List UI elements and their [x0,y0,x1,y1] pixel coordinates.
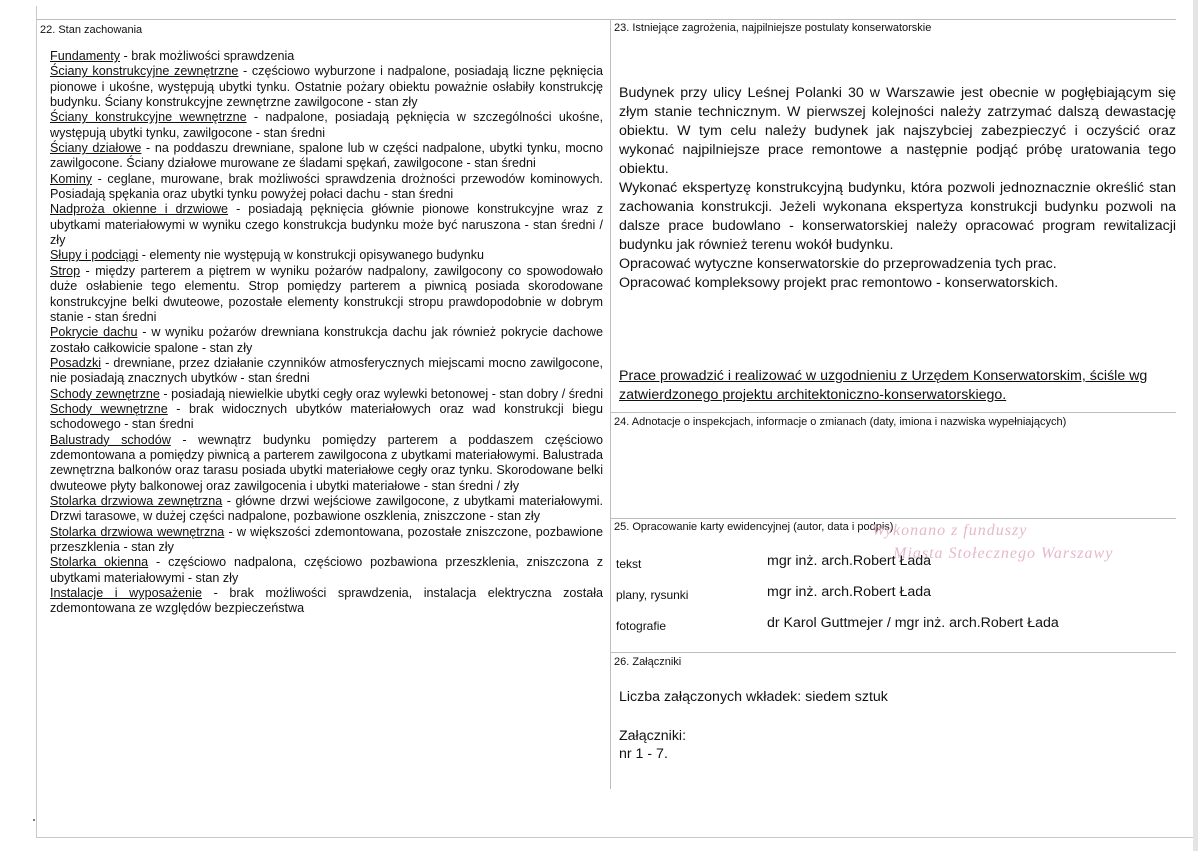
column-divider [610,19,611,789]
item-text: - w wyniku pożarów drewniana konstrukcja dachu jak również pokrycie dachowe zostało całkowicie spalone - stan zły [50,325,603,355]
sec22-item [50,433,603,494]
item-key: Balustrady schodów [50,432,171,447]
sec22-list [50,49,603,617]
row-label-photos: fotografie [616,619,667,633]
sec22-item [50,494,603,525]
sec22-item [50,110,603,141]
sec22-item [50,356,603,387]
item-key: Schody zewnętrzne [50,386,160,401]
sec25-title: 25. Opracowanie karty ewidencyjnej (autor, data i podpis) [614,521,894,533]
item-key: Nadproża okienne i drzwiowe [50,202,229,217]
sec22-item [50,141,603,172]
attachment-count: Liczba załączonych wkładek: siedem sztuk [619,689,888,705]
item-key: Kominy [50,171,92,186]
row-label-drawings: plany, rysunki [616,588,689,602]
divider-sec26 [610,652,1176,653]
sec22-item [50,64,603,110]
item-key: Stolarka okienna [50,555,149,570]
sec23-final-note [619,367,1159,405]
item-text: - drewniane, przez działanie czynników atmosferycznych miejscami mocno zawilgocone, nie posiadają znacznych ubytków - stan średni [50,355,603,386]
sec23-paragraph: Opracować kompleksowy projekt prac remontowo - konserwatorskich. [619,275,1059,291]
sec23-title: 23. Istniejące zagrożenia, najpilniejsze postulaty konserwatorskie [614,22,932,34]
sec22-item [50,172,603,203]
stamp-line-2: Miasta Stołecznego Warszawy [893,545,1114,562]
item-text: - częściowo wyburzone i nadpalone, posiadają liczne pęknięcia pionowe i ukośne, występują ubytki tynku. Ostatnie pożary obiektu poważnie osłabiły konstrukcję budynku. Ściany konstrukcyjne zewnętrzne zawilgocone - stan zły [50,64,603,110]
sec23-paragraph: Budynek przy ulicy Leśnej Polanki 30 w Warszawie jest obecnie w pogłębiającym się złym stanie technicznym. W pierwszej kolejności należy zatrzymać dalszą dewastację obiektu. W tym celu należy budynek jak najszybciej zabezpieczyć i oczyścić oraz wykonać najpilniejsze prace remontowe a następnie podjąć próbę uratowania tego obiektu. [619,85,1176,177]
sec22-item [50,202,603,248]
sec22-item [50,387,603,402]
scan-edge [1193,0,1198,851]
divider-top-left [36,19,610,20]
item-text: - na poddaszu drewniane, spalone lub w części nadpalone, ubytki tynku, mocno zawilgocone. Ściany działowe murowane ze śladami spękań, zawilgocone - stan średni [50,141,603,171]
row-value-drawings: mgr inż. arch.Robert Łada [767,584,932,600]
sec22-title: 22. Stan zachowania [40,24,143,36]
item-key: Schody wewnętrzne [50,401,168,416]
attachment-range: nr 1 - 7. [619,746,668,762]
item-text: - elementy nie występują w konstrukcji opisywanego budynku [138,248,485,263]
item-text: - między parterem a piętrem w wyniku pożarów nadpalony, zawilgocony co spowodowało duże osłabienie tego elementu. Strop pomiędzy parterem a piwnicą posiada skorodowane konstrukcyjne belki dwuteowe, pozostałe elementy konstrukcji stropu prawdopodobnie w dobrym stanie - stan średni [50,263,603,324]
item-key: Pokrycie dachu [50,325,138,340]
sec23-paragraph: Opracować wytyczne konserwatorskie do przeprowadzenia tych prac. [619,256,1057,272]
item-key: Strop [50,263,81,278]
item-key: Instalacje i wyposażenie [50,586,202,601]
item-key: Stolarka drzwiowa wewnętrzna [50,524,225,539]
item-text: - ceglane, murowane, brak możliwości sprawdzenia drożności przewodów kominowych. Posiadają spękania oraz ubytki tynku powyżej połaci dachu - stan średni [50,171,603,202]
sec22-item [50,49,603,64]
sec23-paragraph: Wykonać ekspertyzę konstrukcyjną budynku, która pozwoli jednoznacznie określić stan zachowania konstrukcji. Jeżeli wykonana ekspertyza konstrukcji budynku pozwoli na dalsze prace budowlano - konserwatorskiej należy opracować program rewitalizacji budynku jak również terenu wokół budynku. [619,180,1176,253]
row-label-text: tekst [616,557,642,571]
divider-top-right [610,19,1176,20]
sec22-item [50,555,603,586]
item-text: - w większości zdemontowana, pozostałe zniszczone, pozbawione przeszklenia - stan zły [50,524,603,554]
item-text: - częściowo nadpalona, częściowo pozbawiona przeszklenia, zniszczona z ubytkami materiałowymi - stan zły [50,555,603,585]
sec22-item [50,586,603,617]
sec22-item [50,264,603,325]
stamp-line-1: Wykonano z funduszy [872,522,1028,539]
sec22-item [50,402,603,433]
sec26-title: 26. Załączniki [614,656,682,668]
item-key: Stolarka drzwiowa zewnętrzna [50,493,223,508]
item-text: - główne drzwi wejściowe zawilgocone, z ubytkami materiałowymi. Drzwi tarasowe, w dużej części nadpalone, pozbawione oszklenia, zniszczone - stan zły [50,493,603,524]
item-key: Fundamenty [50,49,121,63]
item-text: - brak możliwości sprawdzenia, instalacja elektryczna została zdemontowana ze względów bezpieczeństwa [50,586,603,616]
attachment-label: Załączniki: [619,728,687,744]
row-value-text: mgr inż. arch.Robert Łada [767,553,932,569]
item-text: - brak możliwości sprawdzenia [120,49,295,63]
row-value-photos: dr Karol Guttmejer / mgr inż. arch.Robert Łada [767,615,1059,631]
item-text: - posiadają pęknięcia głównie pionowe konstrukcyjne wraz z ubytkami materiałowymi w wyniku czego konstrukcja budynku może być naruszona - stan średni / zły [50,202,603,248]
sec23-body [619,84,1176,293]
divider-sec24 [610,412,1176,413]
scan-speck [33,819,35,821]
sec22-item [50,325,603,356]
item-key: Ściany konstrukcyjne zewnętrzne [50,64,239,79]
item-text: - wewnątrz budynku pomiędzy parterem a poddaszem częściowo zdemontowana a pomiędzy piwnicą a parterem zawilgocona z ubytkami materiałowymi. Balustrada zewnętrzna balkonów oraz tarasu posiada ubytki materiałowe cegły oraz tynku. Skorodowane belki dwuteowe płyty balkonowej oraz zawilgocenia i ubytki materiałowe - stan średni / zły [50,432,603,493]
item-key: Ściany działowe [50,141,142,156]
item-text: - brak widocznych ubytków materiałowych oraz wad konstrukcji biegu schodowego - stan średni [50,401,603,432]
item-key: Słupy i podciągi [50,248,139,263]
sec24-title: 24. Adnotacje o inspekcjach, informacje o zmianach (daty, imiona i nazwiska wypełniających) [614,416,1067,428]
item-key: Ściany konstrukcyjne wewnętrzne [50,110,247,125]
item-text: - posiadają niewielkie ubytki cegły oraz wylewki betonowej - stan dobry / średni [159,386,604,401]
item-key: Posadzki [50,355,102,370]
item-text: - nadpalone, posiadają pęknięcia w szczególności ukośne, występują ubytki tynku, zawilgocone - stan średni [50,110,603,140]
sec22-item [50,525,603,556]
sec22-item [50,248,603,263]
final-note-text: Prace prowadzić i realizować w uzgodnieniu z Urzędem Konserwatorskim, ściśle wg zatwierdzonego projektu architektoniczno-konserwatorskiego. [619,368,1148,403]
